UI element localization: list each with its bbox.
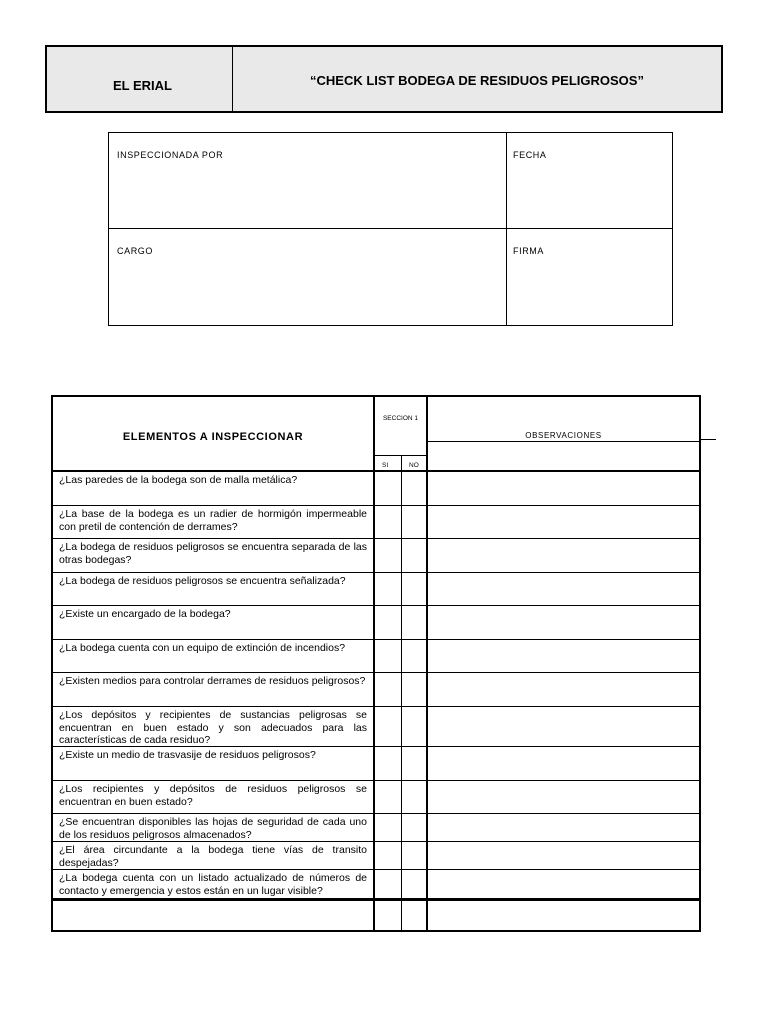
observations-cell[interactable]	[428, 870, 699, 898]
yes-cell[interactable]	[375, 472, 402, 505]
no-cell[interactable]	[402, 573, 428, 605]
checklist-table	[51, 395, 701, 932]
observations-cell[interactable]	[428, 606, 699, 639]
yes-cell[interactable]	[375, 640, 402, 672]
no-cell[interactable]	[402, 539, 428, 572]
yes-cell[interactable]	[375, 781, 402, 813]
signature-field[interactable]	[507, 229, 672, 325]
table-row	[53, 707, 699, 747]
header-rule-extension	[701, 439, 716, 440]
observations-cell[interactable]	[428, 640, 699, 672]
table-row	[53, 870, 699, 899]
observations-cell[interactable]	[428, 573, 699, 605]
empty-cell[interactable]	[375, 901, 402, 932]
section-header-label: SECCION 1	[382, 415, 419, 422]
question-text: ¿La bodega cuenta con un equipo de extinción de incendios?	[53, 640, 375, 672]
company-name: EL ERIAL	[47, 47, 233, 111]
yes-cell[interactable]	[375, 573, 402, 605]
inspected-by-label: INSPECCIONADA POR	[117, 150, 224, 160]
question-text: ¿La base de la bodega es un radier de hormigón impermeable con pretil de contención de derrames?	[53, 506, 375, 538]
yes-cell[interactable]	[375, 673, 402, 706]
yes-cell[interactable]	[375, 707, 402, 746]
yes-cell[interactable]	[375, 606, 402, 639]
observations-cell[interactable]	[428, 506, 699, 538]
table-row	[53, 539, 699, 573]
observations-cell[interactable]	[428, 842, 699, 869]
yes-cell[interactable]	[375, 506, 402, 538]
question-text: ¿La bodega de residuos peligrosos se encuentra separada de las otras bodegas?	[53, 539, 375, 572]
yes-cell[interactable]	[375, 747, 402, 780]
table-row	[53, 814, 699, 842]
empty-cell[interactable]	[428, 901, 699, 932]
empty-cell[interactable]	[53, 901, 375, 932]
document-header	[45, 45, 723, 113]
table-row	[53, 747, 699, 781]
question-text: ¿Los recipientes y depósitos de residuos peligrosos se encuentran en buen estado?	[53, 781, 375, 813]
date-label: FECHA	[513, 150, 547, 160]
yes-column-header: SI	[375, 455, 402, 472]
no-column-header: NO	[402, 455, 428, 472]
observations-subheader	[428, 442, 699, 472]
checklist-rows	[53, 472, 699, 932]
observations-cell[interactable]	[428, 707, 699, 746]
observations-header: OBSERVACIONES	[428, 397, 699, 442]
position-label: CARGO	[117, 246, 154, 256]
no-cell[interactable]	[402, 870, 428, 898]
no-cell[interactable]	[402, 506, 428, 538]
inspection-info-table	[108, 132, 673, 326]
date-field[interactable]	[507, 133, 672, 229]
inspected-by-field[interactable]	[109, 133, 507, 229]
document-title: “CHECK LIST BODEGA DE RESIDUOS PELIGROSOS”	[310, 73, 644, 88]
observations-cell[interactable]	[428, 781, 699, 813]
table-row	[53, 673, 699, 707]
elements-header: ELEMENTOS A INSPECCIONAR	[53, 397, 375, 472]
table-row	[53, 640, 699, 673]
table-row	[53, 606, 699, 640]
question-text: ¿Existe un medio de trasvasije de residuos peligrosos?	[53, 747, 375, 780]
observations-cell[interactable]	[428, 814, 699, 841]
table-row	[53, 472, 699, 506]
observations-cell[interactable]	[428, 472, 699, 505]
no-cell[interactable]	[402, 842, 428, 869]
no-cell[interactable]	[402, 814, 428, 841]
question-text: ¿Existen medios para controlar derrames de residuos peligrosos?	[53, 673, 375, 706]
empty-row	[53, 899, 699, 932]
position-field[interactable]	[109, 229, 507, 325]
no-cell[interactable]	[402, 606, 428, 639]
table-row	[53, 573, 699, 606]
question-text: ¿Las paredes de la bodega son de malla metálica?	[53, 472, 375, 505]
no-cell[interactable]	[402, 640, 428, 672]
yes-cell[interactable]	[375, 539, 402, 572]
question-text: ¿Se encuentran disponibles las hojas de seguridad de cada uno de los residuos peligrosos almacenados?	[53, 814, 375, 841]
question-text: ¿El área circundante a la bodega tiene vías de transito despejadas?	[53, 842, 375, 869]
observations-cell[interactable]	[428, 673, 699, 706]
no-cell[interactable]	[402, 472, 428, 505]
question-text: ¿Los depósitos y recipientes de sustancias peligrosas se encuentran en buen estado y son adecuados para las características de cada residuo?	[53, 707, 375, 746]
no-cell[interactable]	[402, 747, 428, 780]
no-cell[interactable]	[402, 781, 428, 813]
question-text: ¿La bodega de residuos peligrosos se encuentra señalizada?	[53, 573, 375, 605]
table-row	[53, 506, 699, 539]
signature-label: FIRMA	[513, 246, 544, 256]
table-row	[53, 781, 699, 814]
no-cell[interactable]	[402, 673, 428, 706]
yes-cell[interactable]	[375, 842, 402, 869]
question-text: ¿Existe un encargado de la bodega?	[53, 606, 375, 639]
observations-cell[interactable]	[428, 747, 699, 780]
question-text: ¿La bodega cuenta con un listado actualizado de números de contacto y emergencia y estos están en un lugar visible?	[53, 870, 375, 898]
observations-cell[interactable]	[428, 539, 699, 572]
section-header	[375, 397, 428, 455]
yes-cell[interactable]	[375, 870, 402, 898]
empty-cell[interactable]	[402, 901, 428, 932]
no-cell[interactable]	[402, 707, 428, 746]
table-row	[53, 842, 699, 870]
yes-cell[interactable]	[375, 814, 402, 841]
